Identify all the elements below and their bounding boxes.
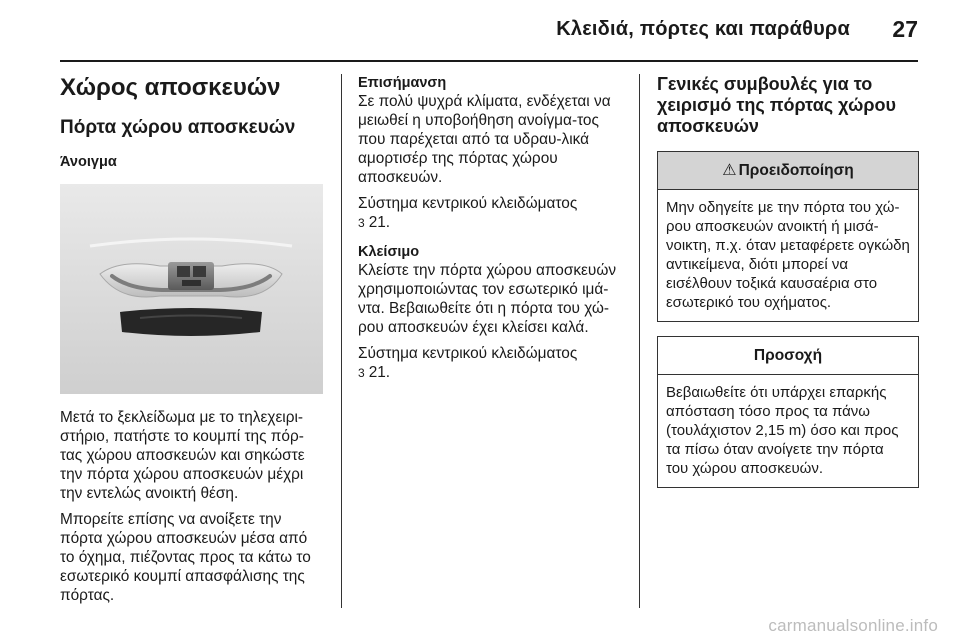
paragraph-unlock: Μετά το ξεκλείδωμα με το τηλεχειρι-στήριο, πατήστε το κουμπί της πόρ-τας χώρου αποσκευών και σηκώστε την πόρτα χώρου αποσκευών μέχρι την εντελώς ανοικτή θέση. — [60, 409, 305, 502]
reference-text: Σύστημα κεντρικού κλειδώματος — [358, 345, 578, 362]
column-divider-left — [341, 74, 342, 608]
caution-title: Προσοχή — [753, 347, 823, 364]
header-rule — [60, 60, 918, 62]
notice-title: Επισήμανση — [358, 75, 447, 91]
warning-triangle-icon: ⚠ — [722, 162, 737, 179]
page-number: 27 — [892, 16, 918, 42]
warning-text: Μην οδηγείτε με την πόρτα του χώ-ρου αποσκευών ανοικτή ή μισά-νοικτη, π.χ. όταν μεταφέρετε ογκώδη αντικείμενα, διότι μπορεί να εισέλθουν τοξικά καυσαέρια στο εσωτερικό του οχήματος. — [666, 199, 910, 311]
page-reference-icon: 3 — [358, 366, 365, 380]
warning-box — [657, 151, 919, 322]
section-title: Χώρος αποσκευών — [60, 74, 281, 101]
subsection-title: Πόρτα χώρου αποσκευών — [60, 117, 296, 138]
closing-heading: Κλείσιμο — [358, 244, 420, 260]
reference-central-locking-1[interactable] — [358, 194, 626, 233]
page-header-title: Κλειδιά, πόρτες και παράθυρα — [556, 18, 850, 40]
watermark: carmanualsonline.info — [768, 616, 938, 635]
reference-central-locking-2[interactable] — [358, 344, 626, 383]
middle-column — [358, 74, 626, 390]
reference-text: Σύστημα κεντρικού κλειδώματος — [358, 195, 578, 212]
closing-text: Κλείστε την πόρτα χώρου αποσκευών χρησιμοποιώντας τον εσωτερικό ιμά-ντα. Βεβαιωθείτε ότι η πόρτα του χώ-ρου αποσκευών έχει κλείσει καλά. — [358, 262, 617, 336]
trunk-release-button-photo — [60, 184, 323, 394]
right-column — [657, 74, 919, 502]
reference-page: 21. — [368, 214, 391, 231]
general-advice-title: Γενικές συμβουλές για το χειρισμό της πόρτας χώρου αποσκευών — [657, 74, 896, 136]
caution-box — [657, 336, 919, 488]
reference-page: 21. — [368, 364, 391, 381]
left-column — [60, 74, 325, 612]
notice-text: Σε πολύ ψυχρά κλίματα, ενδέχεται να μειωθεί η υποβοήθηση ανοίγμα-τος που παρέχεται από τα υδραυ-λικά αμορτισέρ της πόρτας χώρου αποσκευών. — [358, 93, 611, 186]
warning-header — [658, 152, 918, 190]
page-reference-icon: 3 — [358, 216, 365, 230]
caution-text: Βεβαιωθείτε ότι υπάρχει επαρκής απόσταση τόσο προς τα πάνω (τουλάχιστον 2,15 m) όσο και προς τα πίσω όταν ανοίγετε την πόρτα του χώρου αποσκευών. — [666, 384, 899, 477]
paragraph-interior-release: Μπορείτε επίσης να ανοίξετε την πόρτα χώρου αποσκευών μέσα από το όχημα, πιέζοντας προς τα κάτω το εσωτερικό κουμπί απασφάλισης της πόρτας. — [60, 511, 311, 604]
warning-title: Προειδοποίηση — [738, 162, 854, 179]
opening-heading: Άνοιγμα — [60, 154, 117, 170]
caution-header — [658, 337, 918, 375]
column-divider-right — [639, 74, 640, 608]
